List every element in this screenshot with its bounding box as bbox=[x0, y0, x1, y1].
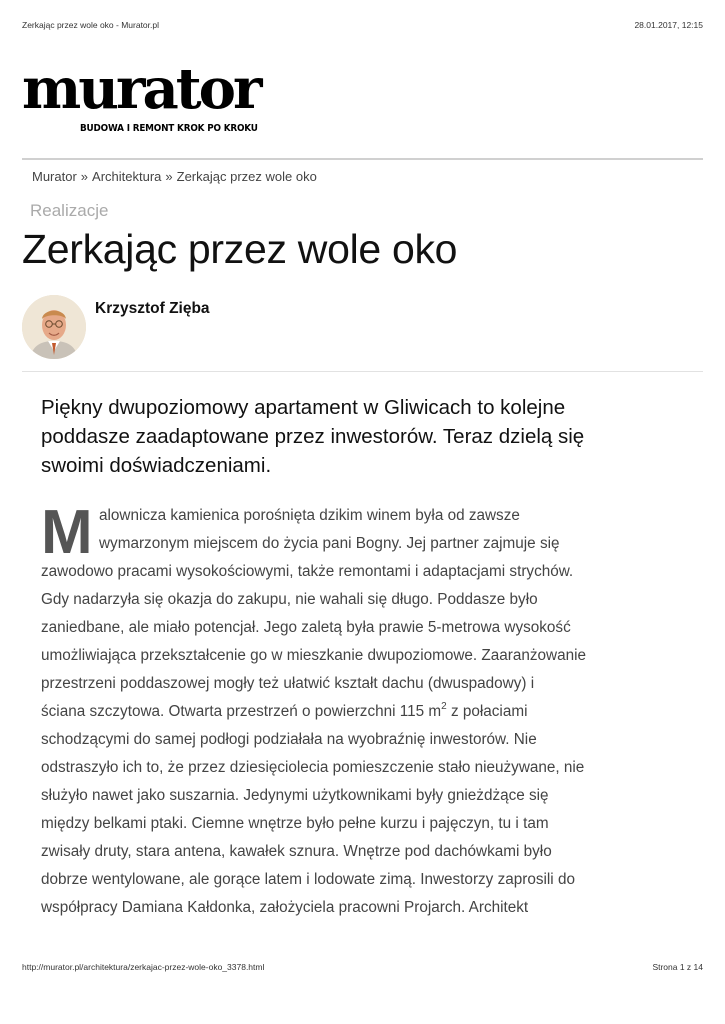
author-avatar[interactable] bbox=[22, 295, 86, 359]
body-line: alownicza kamienica porośnięta dzikim winem była od zawsze bbox=[99, 507, 520, 524]
logo-tagline: BUDOWA I REMONT KROK PO KROKU bbox=[80, 123, 258, 134]
body-line: odstraszyło ich to, że przez dziesięciolecia pomieszczenie stało nieużywane, nie bbox=[41, 759, 585, 776]
body-line: wymarzonym miejscem do życia pani Bogny. Jej partner zajmuje się bbox=[99, 535, 560, 552]
breadcrumb bbox=[32, 169, 317, 184]
print-footer bbox=[22, 962, 703, 972]
breadcrumb-separator: » bbox=[80, 169, 89, 184]
body-line: zawodowo pracami wysokościowymi, także remontami i adaptacjami strychów. bbox=[41, 563, 574, 580]
body-line: współpracy Damiana Kałdonka, założyciela pracowni Projarch. Architekt bbox=[41, 899, 529, 916]
article-lead bbox=[41, 393, 681, 480]
body-line: przestrzeni poddaszowej mogły też ułatwić kształt dachu (dwuspadowy) i bbox=[41, 675, 535, 692]
print-header-datetime: 28.01.2017, 12:15 bbox=[634, 20, 703, 30]
header-divider bbox=[22, 158, 703, 160]
body-line: dobrze wentylowane, ale gorące latem i lodowate zimą. Inwestorzy zaprosili do bbox=[41, 871, 575, 888]
print-header-title: Zerkając przez wole oko - Murator.pl bbox=[22, 20, 159, 30]
body-line: między belkami ptaki. Ciemne wnętrze było pełne kurzu i pajęczyn, tu i tam bbox=[41, 815, 549, 832]
page-title: Zerkając przez wole oko bbox=[22, 226, 458, 272]
section-divider bbox=[22, 371, 703, 372]
body-line: służyło nawet jako suszarnia. Jedynymi użytkownikami były gnieżdżące się bbox=[41, 787, 549, 804]
print-footer-page: Strona 1 z 14 bbox=[652, 962, 703, 972]
body-line: schodzącymi do samej podłogi podziałała na wyobraźnię inwestorów. Nie bbox=[41, 731, 537, 748]
logo-wordmark: murator bbox=[22, 56, 260, 122]
author-name[interactable]: Krzysztof Zięba bbox=[95, 300, 210, 317]
drop-cap: M bbox=[41, 498, 93, 567]
body-line-tail: z połaciami bbox=[446, 703, 528, 720]
breadcrumb-item-current: Zerkając przez wole oko bbox=[176, 169, 317, 184]
article-category[interactable]: Realizacje bbox=[30, 201, 109, 220]
breadcrumb-separator: » bbox=[165, 169, 173, 184]
body-line-with-sup bbox=[41, 698, 691, 726]
body-line: Gdy nadarzyła się okazja do zakupu, nie wahali się długo. Poddasze było bbox=[41, 591, 538, 608]
breadcrumb-item-home[interactable]: Murator bbox=[32, 169, 77, 184]
article-body bbox=[41, 498, 691, 922]
body-line: umożliwiająca przekształcenie go w mieszkanie dwupoziomowe. Zaaranżowanie bbox=[41, 647, 586, 664]
breadcrumb-item-architecture[interactable]: Architektura bbox=[92, 169, 162, 184]
print-header bbox=[22, 20, 703, 30]
body-line: zaniedbane, ale miało potencjał. Jego zaletą była prawie 5-metrowa wysokość bbox=[41, 619, 571, 636]
print-footer-url: http://murator.pl/architektura/zerkajac-przez-wole-oko_3378.html bbox=[22, 962, 265, 972]
body-line-text: ściana szczytowa. Otwarta przestrzeń o powierzchni 115 m bbox=[41, 703, 442, 720]
superscript: 2 bbox=[441, 701, 447, 712]
lead-line: Piękny dwupoziomowy apartament w Gliwicach to kolejne bbox=[41, 396, 566, 419]
lead-line: swoimi doświadczeniami. bbox=[41, 454, 272, 477]
lead-line: poddasze zaadaptowane przez inwestorów. Teraz dzielą się bbox=[41, 425, 585, 448]
author-photo bbox=[22, 295, 86, 359]
body-line: zwisały druty, stara antena, kawałek sznura. Wnętrze pod dachówkami było bbox=[41, 843, 552, 860]
site-logo[interactable] bbox=[22, 56, 262, 134]
